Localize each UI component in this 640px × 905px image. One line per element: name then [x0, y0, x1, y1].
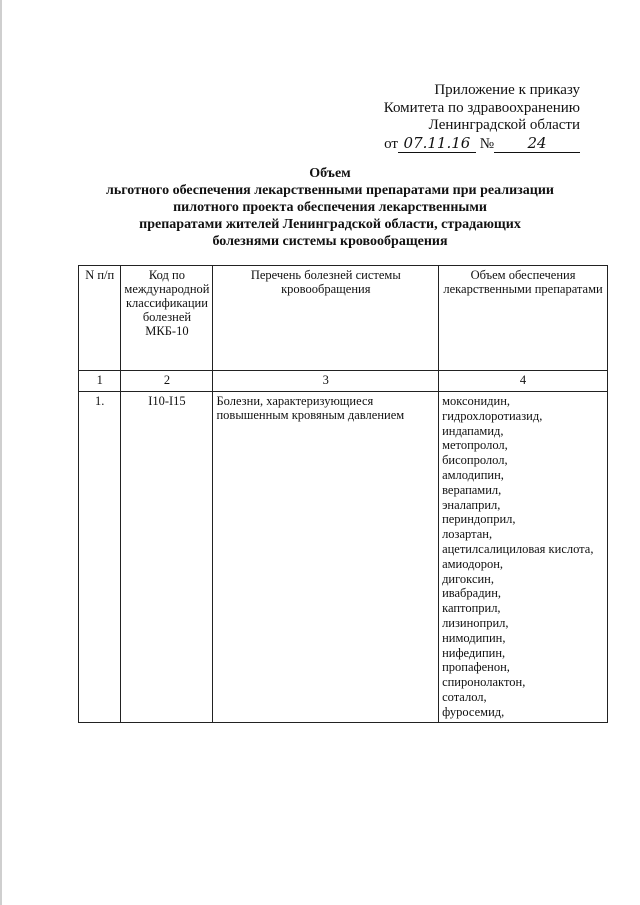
drug-item: верапамил,: [442, 482, 502, 497]
drug-item: пропафенон,: [442, 660, 510, 675]
handwritten-date: 07.11.16: [398, 135, 476, 154]
drug-item: ивабрадин,: [442, 586, 502, 601]
column-number-row: [79, 371, 608, 392]
drug-item: индапамид,: [442, 423, 504, 438]
number-prefix: №: [479, 135, 494, 152]
column-number-2: 2: [121, 371, 213, 392]
row-drugs: [439, 392, 608, 723]
title-line-3: пилотного проекта обеспечения лекарственными: [173, 200, 487, 215]
drug-item: соталол,: [442, 689, 487, 704]
header-drugs: Объем обеспечения лекарственными препаратами: [439, 266, 608, 371]
page-edge: [0, 0, 2, 905]
date-prefix: от: [384, 135, 398, 152]
drug-item: метопролол,: [442, 438, 508, 453]
document-title: [40, 165, 620, 250]
drug-item: дигоксин,: [442, 571, 494, 586]
column-number-1: 1: [79, 371, 121, 392]
title-line-5: болезнями системы кровообращения: [212, 234, 448, 249]
row-code: I10-I15: [121, 392, 213, 723]
drug-item: периндоприл,: [442, 512, 516, 527]
order-date-number-line: [384, 135, 580, 154]
appendix-line-2: Комитета по здравоохранению: [383, 99, 580, 116]
title-line-2: льготного обеспечения лекарственными препаратами при реализации: [106, 183, 554, 198]
drug-list: [442, 394, 604, 720]
drug-item: бисопролол,: [442, 453, 508, 468]
drug-item: фуросемид,: [442, 704, 505, 719]
handwritten-number: 24: [494, 135, 580, 154]
table-row: [79, 392, 608, 723]
drug-item: амиодорон,: [442, 556, 504, 571]
title-line-4: препаратами жителей Ленинградской области, страдающих: [139, 217, 521, 232]
drug-item: лизиноприл,: [442, 615, 509, 630]
appendix-line-3: Ленинградской области: [428, 117, 580, 133]
drug-item: ацетилсалициловая кислота,: [442, 541, 594, 556]
header-num: N п/п: [79, 266, 121, 371]
drug-item: эналаприл,: [442, 497, 501, 512]
header-disease: Перечень болезней системы кровообращения: [213, 266, 439, 371]
appendix-line-1: Приложение к приказу: [434, 82, 580, 98]
drug-item: спиронолактон,: [442, 675, 526, 690]
column-number-4: 4: [439, 371, 608, 392]
drug-item: гидрохлоротиазид,: [442, 408, 543, 423]
header-code: Код по международной классификации болезней МКБ-10: [121, 266, 213, 371]
drug-item: нифедипин,: [442, 645, 506, 660]
drug-item: лозартан,: [442, 527, 493, 542]
row-num: 1.: [79, 392, 121, 723]
column-number-3: 3: [213, 371, 439, 392]
drug-item: каптоприл,: [442, 601, 501, 616]
drug-item: амлодипин,: [442, 467, 504, 482]
drug-item: моксонидин,: [442, 394, 511, 408]
title-line-1: Объем: [309, 166, 351, 181]
row-disease: Болезни, характеризующиеся повышенным кровяным давлением: [213, 392, 439, 723]
appendix-block: [384, 82, 580, 153]
drug-item: нимодипин,: [442, 630, 506, 645]
drugs-table: [78, 265, 608, 723]
table-header-row: [79, 266, 608, 371]
